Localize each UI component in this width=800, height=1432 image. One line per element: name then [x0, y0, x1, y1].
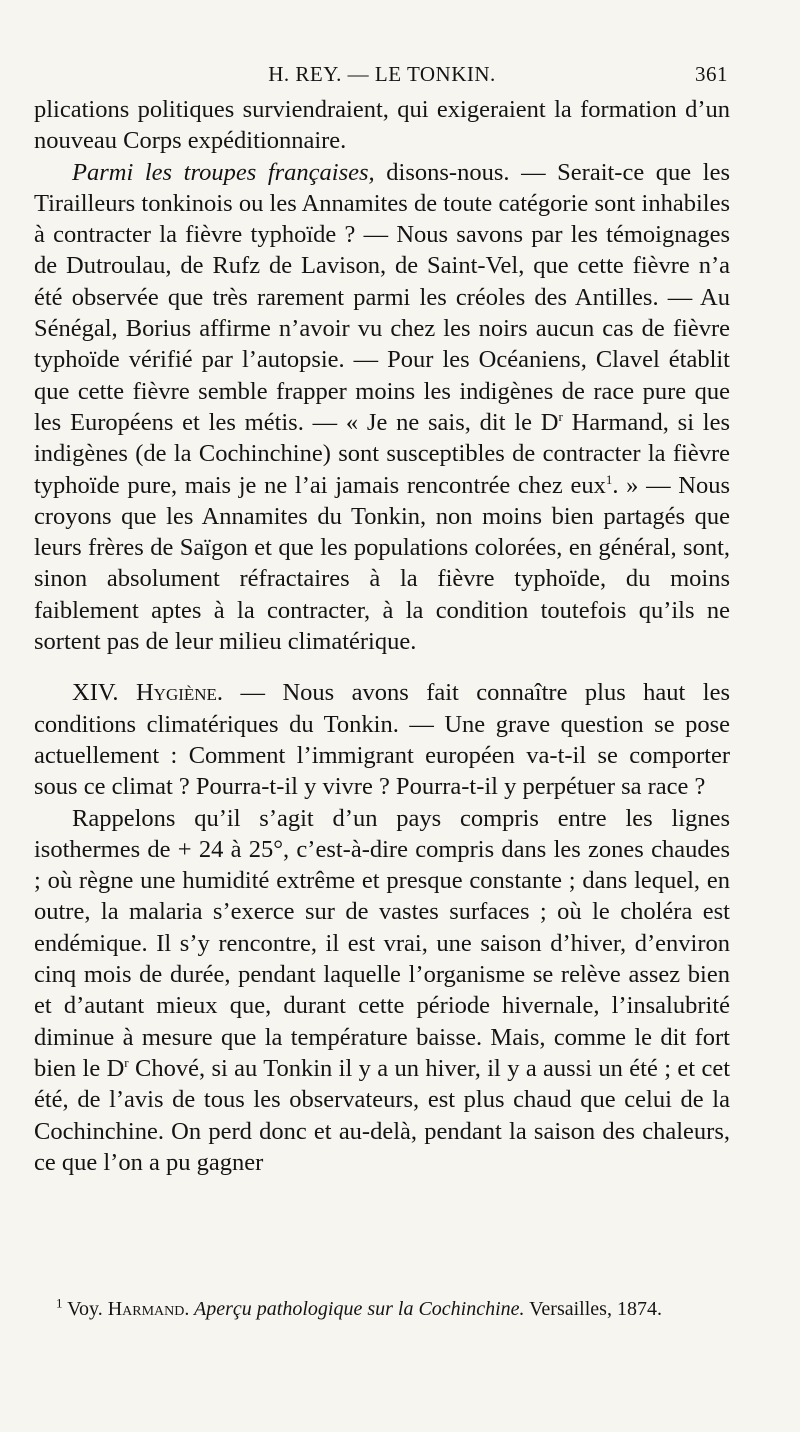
paragraph-1-text: plications politiques surviendraient, qui exigeraient la formation d’un nouveau Corps expéditionnaire.: [34, 96, 730, 155]
paragraph-2-text-b: Harmand, si les indigènes (de la Cochinchine) sont susceptibles de contracter la fièvre typhoïde pure, mais je ne l’ai jamais rencontrée chez eux: [34, 408, 731, 499]
paragraph-4-text-a: Rappelons qu’il s’agit d’un pays compris entre les lignes isothermes de + 24 à 25°, c’est-à-dire compris dans les zones chaudes ; où règne une humidité extrême et presque constante ; dans lequel, en outre, la malaria s’exerce sur de vastes surfaces ; où le choléra est endémique. Il s’y rencontre, il est vrai, une saison d’hiver, d’environ cinq mois de durée, pendant laquelle l’organisme se relève assez bien et d’autant mieux que, durant cette période hivernale, l’insalubrité diminue à mesure que la température baisse. Mais, comme le dit fort bien le D: [34, 804, 730, 1082]
paragraph-troupes: [34, 157, 730, 658]
footnote-title: Aperçu pathologique sur la Cochinchine.: [189, 1298, 525, 1320]
body-text: [34, 94, 730, 1178]
page-header: [36, 62, 728, 94]
section-number: XIV.: [72, 679, 119, 707]
page-number: 361: [695, 62, 728, 86]
paragraph-2-text-a: disons-nous. — Serait-ce que les Tirailleurs tonkinois ou les Annamites de toute catégorie sont inhabiles à contracter la fièvre typhoïde ? — Nous savons par les témoignages de Dutroulau, de Rufz de Lavison, de Saint-Vel, que cette fièvre n’a été observée que très rarement parmi les créoles des Antilles. — Au Sénégal, Borius affirme n’avoir vu chez les noirs aucun cas de fièvre typhoïde vérifié par l’autopsie. — Pour les Océaniens, Clavel établit que cette fièvre semble frapper moins les indigènes de race pure que les Européens et les métis. — « Je ne sais, dit le D: [34, 158, 730, 436]
footnote-suffix: Versailles, 1874.: [524, 1298, 662, 1320]
running-title: H. REY. — LE TONKIN.: [268, 62, 496, 86]
footnote-prefix: Voy.: [62, 1298, 108, 1320]
section-heading: Hygiène.: [135, 679, 224, 707]
section-gap: [34, 657, 730, 677]
superscript-dr-1: r: [558, 408, 563, 424]
superscript-dr-2: r: [124, 1054, 129, 1070]
italic-phrase: Parmi les troupes françaises,: [72, 158, 375, 186]
paragraph-rappelons: [34, 803, 730, 1179]
footnote-author: Harmand.: [107, 1298, 190, 1320]
paragraph-3-text: — Nous avons fait connaître plus haut les conditions climatériques du Tonkin. — Une grave question se pose actuellement : Comment l’immigrant européen va-t-il se comporter sous ce climat ? Pourra-t-il y vivre ? Pourra-t-il y perpétuer sa race ?: [34, 679, 731, 801]
section-heading-paragraph: [34, 677, 730, 802]
paragraph-4-text-b: Chové, si au Tonkin il y a un hiver, il y a aussi un été ; et cet été, de l’avis de tous les observateurs, est plus chaud que celui de la Cochinchine. On perd donc et au-delà, pendant la saison des chaleurs, ce que l’on a pu gagner: [34, 1054, 730, 1176]
footnote: [56, 1296, 726, 1322]
paragraph-continuation: [34, 94, 730, 157]
footnote-reference: 1: [605, 471, 613, 487]
paragraph-2-text-c: . » — Nous croyons que les Annamites du Tonkin, non moins bien partagés que leurs frères de Saïgon et que les populations colorées, en général, sont, sinon absolument réfractaires à la fièvre typhoïde, du moins faiblement aptes à la contracter, à la condition toutefois qu’ils ne sortent pas de leur milieu climatérique.: [34, 471, 730, 656]
footnote-marker: 1: [56, 1295, 63, 1311]
